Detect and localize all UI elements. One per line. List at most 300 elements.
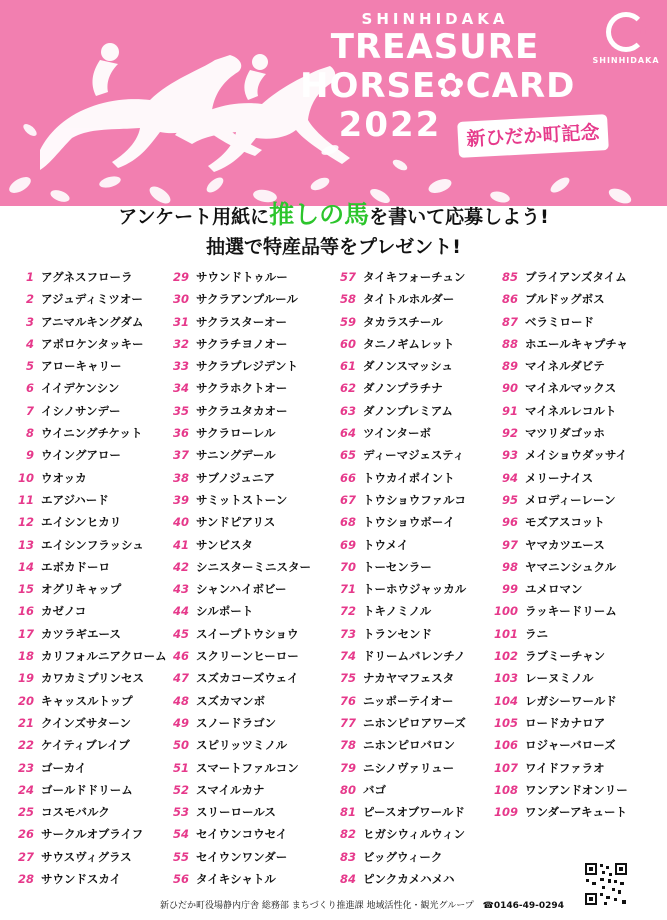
horse-list-item [484, 667, 628, 689]
horse-name: セイウンコウセイ [196, 827, 288, 842]
horse-number: 44 [172, 604, 189, 619]
horse-number: 94 [501, 470, 518, 485]
horse-number: 22 [17, 738, 34, 753]
horse-number: 105 [493, 715, 518, 730]
horse-number: 100 [493, 604, 518, 619]
horse-list-item [155, 534, 311, 556]
horse-number: 53 [172, 805, 189, 820]
horse-number: 12 [17, 515, 34, 530]
horse-list-item [155, 757, 311, 779]
horse-list-item [484, 355, 628, 377]
horse-number: 42 [172, 559, 189, 574]
horse-name: タニノギムレット [363, 336, 455, 351]
horse-name: サミットストーン [196, 492, 288, 507]
horse-name: ワイドファラオ [525, 760, 605, 775]
horse-name: ビッグウィーク [363, 849, 443, 864]
horse-list-item [322, 801, 466, 823]
horse-name: イシノサンデー [41, 403, 121, 418]
horse-number: 5 [25, 359, 34, 374]
horse-list-item [155, 377, 311, 399]
horse-name: ホエールキャプチャ [525, 336, 628, 351]
horse-name: ワンダーアキュート [525, 805, 628, 820]
horse-number: 41 [172, 537, 189, 552]
horse-list-item [322, 623, 466, 645]
horse-number: 21 [17, 715, 34, 730]
horse-list-item [484, 489, 628, 511]
horse-name: ニシノヴァリュー [363, 760, 455, 775]
shinhidaka-logo-icon [592, 12, 660, 72]
horse-number: 36 [172, 426, 189, 441]
horse-number: 108 [493, 782, 518, 797]
horse-name: ラニ [525, 626, 548, 641]
horse-name: クインズサターン [41, 715, 132, 730]
horse-name: ブライアンズタイム [525, 270, 627, 284]
horse-number: 18 [17, 649, 34, 664]
horse-name: サクラローレル [196, 426, 276, 441]
horse-number: 33 [172, 359, 189, 374]
horse-list-item [484, 422, 628, 444]
horse-name: アニマルキングダム [41, 314, 144, 329]
horse-name: シャンハイボビー [196, 582, 287, 597]
horse-list-item [0, 801, 167, 823]
horse-number: 38 [172, 470, 189, 485]
horse-name: メロディーレーン [525, 492, 616, 507]
horse-name: スクリーンヒーロー [196, 649, 299, 664]
horse-number: 76 [339, 693, 356, 708]
horse-name: ロジャーバローズ [525, 738, 616, 753]
horse-number: 52 [172, 782, 189, 797]
horse-number: 57 [339, 270, 356, 284]
horse-list-item [155, 667, 311, 689]
horse-number: 71 [339, 582, 356, 597]
horse-number: 61 [339, 359, 356, 374]
horse-number: 19 [17, 671, 34, 686]
horse-list-item [0, 734, 167, 756]
horse-name: オグリキャップ [41, 582, 122, 597]
horse-list-item [322, 422, 466, 444]
horse-name: タイキフォーチュン [363, 270, 466, 284]
horse-list-item [0, 578, 167, 600]
horse-name: ゴールドドリーム [41, 782, 133, 797]
horse-number: 93 [501, 448, 518, 463]
horse-name: アポロケンタッキー [41, 336, 144, 351]
horse-number: 59 [339, 314, 356, 329]
horse-name: ドリームバレンチノ [363, 649, 466, 664]
horse-number: 6 [25, 381, 34, 396]
logo-text: SHINHIDAKA [592, 56, 660, 65]
qr-code-icon [584, 862, 628, 906]
horse-number: 63 [339, 403, 356, 418]
horse-number: 66 [339, 470, 356, 485]
horse-list-item [0, 667, 167, 689]
horse-number: 3 [25, 314, 34, 329]
horse-list-item [484, 779, 628, 801]
title-year: 2022 [338, 105, 442, 145]
horse-list-item [0, 511, 167, 533]
horse-name: ピンクカメハメハ [363, 872, 455, 887]
horse-number: 20 [17, 693, 34, 708]
horse-list-item [155, 690, 311, 712]
horse-number: 34 [172, 381, 189, 396]
horse-name: ダノンプラチナ [363, 381, 443, 396]
horse-list-item [484, 556, 628, 578]
horse-list-item [155, 467, 311, 489]
horse-name: カゼノコ [41, 604, 87, 619]
horse-number: 1 [25, 270, 34, 284]
horse-number: 35 [172, 403, 189, 418]
horse-name: スマートファルコン [196, 760, 299, 775]
horse-number: 79 [339, 760, 356, 775]
horse-list-item [0, 623, 167, 645]
horse-number: 40 [172, 515, 189, 530]
horse-name: ピースオブワールド [363, 805, 465, 820]
horse-list-item [0, 355, 167, 377]
horse-number: 75 [339, 671, 356, 686]
horse-list-item [0, 400, 167, 422]
horse-number: 10 [17, 470, 34, 485]
horse-list-item [155, 801, 311, 823]
horse-number: 16 [17, 604, 34, 619]
horse-number: 25 [17, 805, 34, 820]
horse-list-item [0, 757, 167, 779]
horse-list-item [322, 712, 466, 734]
horse-list-item [0, 556, 167, 578]
horse-number: 15 [17, 582, 34, 597]
headline-after: を書いて応募しよう! [369, 206, 549, 228]
horse-name: エアジハード [41, 492, 109, 507]
horse-number: 8 [25, 426, 34, 441]
horse-list-item [322, 556, 466, 578]
horse-number: 46 [172, 649, 189, 664]
horse-name: レーヌミノル [525, 671, 594, 686]
horse-list-item [484, 333, 628, 355]
horse-list-column-2 [155, 266, 311, 890]
horse-list-item [0, 868, 167, 890]
horse-name: ウオッカ [41, 470, 87, 485]
horse-list-item [322, 288, 466, 310]
horse-number: 90 [501, 381, 518, 396]
horse-list-item [155, 779, 311, 801]
horse-name: トウショウボーイ [363, 515, 455, 530]
horse-name: カツラギエース [41, 626, 121, 641]
horse-number: 39 [172, 492, 189, 507]
horse-name: サクラホクトオー [196, 381, 288, 396]
horse-name: ナカヤマフェスタ [363, 671, 455, 686]
horse-number: 109 [493, 805, 518, 820]
horse-name: アジュディミツオー [41, 292, 143, 307]
horse-number: 32 [172, 336, 189, 351]
horse-number: 77 [339, 715, 356, 730]
horse-number: 69 [339, 537, 356, 552]
horse-list-item [322, 489, 466, 511]
horse-number: 13 [17, 537, 34, 552]
headline-line-1 [0, 200, 667, 232]
horse-number: 98 [501, 559, 518, 574]
horse-list-item [155, 444, 311, 466]
horse-number: 97 [501, 537, 518, 552]
horse-list-item [0, 600, 167, 622]
horse-number: 72 [339, 604, 356, 619]
horse-list-item [484, 578, 628, 600]
horse-list-item [0, 823, 167, 845]
horse-list-item [0, 422, 167, 444]
horse-name: ロードカナロア [525, 715, 606, 730]
horse-list-item [484, 712, 628, 734]
horse-list-item [322, 511, 466, 533]
horse-list-item [484, 467, 628, 489]
horse-list-item [155, 333, 311, 355]
horse-list-item [0, 690, 167, 712]
horse-number: 85 [501, 270, 518, 284]
horse-number: 58 [339, 292, 356, 307]
horse-name: ダノンスマッシュ [363, 359, 453, 374]
horse-name: タイトルホルダー [363, 292, 455, 307]
horse-list-item [322, 757, 466, 779]
horse-name: マイネルマックス [525, 381, 617, 396]
horse-name: キャッスルトップ [41, 693, 133, 708]
horse-number: 99 [501, 582, 518, 597]
horse-list-item [0, 288, 167, 310]
horse-list-item [155, 623, 311, 645]
horse-number: 64 [339, 426, 356, 441]
horse-number: 88 [501, 336, 518, 351]
horse-list-item [484, 444, 628, 466]
horse-name: サクラスターオー [196, 314, 287, 329]
horse-list-item [155, 846, 311, 868]
horse-name: サクラプレジデント [196, 359, 299, 374]
footer-office: 新ひだか町役場静内庁舎 総務部 まちづくり推進課 地域活性化・観光グループ [160, 901, 474, 911]
horse-list-item [0, 311, 167, 333]
horse-number: 106 [493, 738, 518, 753]
horse-name: ブルドッグボス [525, 292, 605, 307]
horse-name: サニングデール [196, 448, 276, 463]
horse-list-item [155, 266, 311, 288]
horse-name: サクラユタカオー [196, 403, 288, 418]
horse-list-item [155, 734, 311, 756]
title-line-1: TREASURE [330, 27, 540, 67]
horse-name: ラッキードリーム [525, 604, 617, 619]
horse-name: サウンドトゥルー [196, 270, 288, 284]
horse-list-item [484, 400, 628, 422]
horse-list-item [484, 600, 628, 622]
horse-number: 23 [17, 760, 34, 775]
horse-list-item [322, 868, 466, 890]
horse-number: 78 [339, 738, 356, 753]
horse-number: 89 [501, 359, 518, 374]
horse-list-item [155, 422, 311, 444]
horse-number: 73 [339, 626, 356, 641]
horse-name: ヤマカツエース [525, 537, 605, 552]
horse-name: スノードラゴン [196, 715, 277, 730]
horse-name: ヤマニンシュクル [525, 559, 617, 574]
horse-list-item [484, 266, 628, 288]
brand-subtitle: SHINHIDAKA [361, 10, 509, 28]
horse-name: イイデケンシン [41, 381, 120, 396]
horse-name: メイショウダッサイ [525, 448, 628, 463]
headline-before: アンケート用紙に [118, 206, 270, 228]
horse-name: アローキャリー [41, 359, 122, 374]
horse-list-item [322, 823, 466, 845]
horse-name: ワンアンドオンリー [525, 782, 628, 797]
horse-list-item [155, 355, 311, 377]
horse-name: トウショウファルコ [363, 492, 467, 507]
horse-list-item [322, 578, 466, 600]
horse-name: メリーナイス [525, 470, 594, 485]
horse-list-item [484, 311, 628, 333]
horse-list-column-3 [322, 266, 466, 890]
horse-number: 29 [172, 270, 189, 284]
horse-name: スイープトウショウ [196, 626, 299, 641]
horse-name: モズアスコット [525, 515, 605, 530]
horse-name: ニホンピロアワーズ [363, 715, 466, 730]
horse-name: ケイティブレイブ [41, 738, 130, 753]
horse-name: ツインターボ [363, 426, 431, 441]
horse-list-item [484, 534, 628, 556]
horse-list-item [484, 645, 628, 667]
horse-name: ベラミロード [525, 314, 594, 329]
horse-number: 49 [172, 715, 189, 730]
horse-list-item [0, 779, 167, 801]
horse-number: 92 [501, 426, 518, 441]
horse-list-item [322, 645, 466, 667]
horse-name: トウメイ [363, 537, 409, 552]
horse-list-item [322, 667, 466, 689]
horse-list-item [322, 400, 466, 422]
horse-name: コスモバルク [41, 805, 110, 820]
horse-number: 104 [493, 693, 518, 708]
horse-number: 86 [501, 292, 518, 307]
horse-name: マイネルダビテ [525, 359, 605, 374]
headline-highlight: 推しの馬 [269, 200, 370, 229]
horse-list-item [484, 511, 628, 533]
horse-name: サウスヴィグラス [41, 849, 132, 864]
horse-name: サブノジュニア [196, 470, 275, 485]
horse-name: ヒガシウィルウィン [363, 827, 466, 842]
horse-name: ウイニングチケット [41, 426, 143, 441]
horse-name: トーセンラー [363, 559, 432, 574]
horse-name: ダノンプレミアム [363, 403, 453, 418]
horse-name: トウカイポイント [363, 470, 455, 485]
horse-number: 81 [339, 805, 356, 820]
horse-number: 50 [172, 738, 189, 753]
horse-name: サンビスタ [196, 537, 253, 552]
horse-number: 67 [339, 492, 356, 507]
horse-list-item [322, 444, 466, 466]
horse-name: トキノミノル [363, 604, 432, 619]
horse-name: エイシンヒカリ [41, 515, 122, 530]
horse-name: スリーロールス [196, 805, 276, 820]
horse-list-item [155, 511, 311, 533]
horse-list-item [155, 489, 311, 511]
horse-list-item [0, 534, 167, 556]
horse-list-item [322, 600, 466, 622]
horse-number: 103 [493, 671, 518, 686]
horse-list-item [155, 823, 311, 845]
horse-number: 28 [17, 872, 34, 887]
horse-number: 56 [172, 872, 189, 887]
horse-name: セイウンワンダー [196, 849, 288, 864]
horse-name: サクラチヨノオー [196, 336, 288, 351]
horse-number: 9 [25, 448, 34, 463]
horse-list-item [0, 333, 167, 355]
horse-name: スピリッツミノル [196, 738, 288, 753]
horse-number: 54 [172, 827, 189, 842]
title-line-2: HORSE✿CARD [300, 66, 576, 106]
horse-number: 87 [501, 314, 518, 329]
horse-number: 47 [172, 671, 189, 686]
horse-number: 30 [172, 292, 189, 307]
horse-number: 70 [339, 559, 356, 574]
header-banner [0, 0, 667, 206]
horse-number: 68 [339, 515, 356, 530]
horse-list-item [322, 779, 466, 801]
footer [160, 898, 564, 911]
horse-list-item [322, 846, 466, 868]
horse-list-item [0, 712, 167, 734]
horse-list-item [0, 645, 167, 667]
horse-number: 24 [17, 782, 34, 797]
horse-list-item [155, 645, 311, 667]
horse-list-item [322, 690, 466, 712]
horse-list-item [155, 578, 311, 600]
horse-list-item [155, 600, 311, 622]
horse-list-item [484, 801, 628, 823]
horse-list-item [322, 534, 466, 556]
horse-number: 26 [17, 827, 34, 842]
horse-list-item [0, 266, 167, 288]
horse-list-item [0, 444, 167, 466]
horse-number: 102 [493, 649, 518, 664]
horse-number: 95 [501, 492, 518, 507]
horse-number: 7 [25, 403, 34, 418]
horse-name: トランセンド [363, 626, 432, 641]
horse-list-item [0, 846, 167, 868]
horse-list-item [322, 734, 466, 756]
horse-name: ゴーカイ [41, 760, 87, 775]
horse-name: ニッポーテイオー [363, 693, 454, 708]
horse-number: 14 [17, 559, 34, 574]
horse-number: 60 [339, 336, 356, 351]
horse-number: 62 [339, 381, 356, 396]
horse-list-item [155, 712, 311, 734]
horse-name: サークルオブライフ [41, 827, 144, 842]
horse-number: 27 [17, 849, 34, 864]
horse-list-item [0, 467, 167, 489]
horse-list-item [484, 734, 628, 756]
horse-number: 65 [339, 448, 356, 463]
horse-name: ウイングアロー [41, 448, 121, 463]
horse-list-item [0, 489, 167, 511]
event-tag: 新ひだか町記念 [457, 114, 609, 158]
horse-name: バゴ [363, 782, 386, 797]
horse-list-item [484, 623, 628, 645]
horse-name: スズカマンボ [196, 693, 265, 708]
horse-name: スズカコーズウェイ [196, 671, 299, 686]
horse-name: カリフォルニアクローム [41, 649, 167, 664]
horse-number: 101 [493, 626, 518, 641]
horse-name: シニスターミニスター [196, 559, 311, 574]
horse-number: 82 [339, 827, 356, 842]
horse-list-item [322, 355, 466, 377]
horse-list-item [322, 266, 466, 288]
horse-number: 55 [172, 849, 189, 864]
horse-number: 96 [501, 515, 518, 530]
horse-list-item [322, 311, 466, 333]
horse-name: タカラスチール [363, 314, 443, 329]
horse-name: ディーマジェスティ [363, 448, 465, 463]
horse-number: 2 [25, 292, 34, 307]
horse-list-item [484, 757, 628, 779]
